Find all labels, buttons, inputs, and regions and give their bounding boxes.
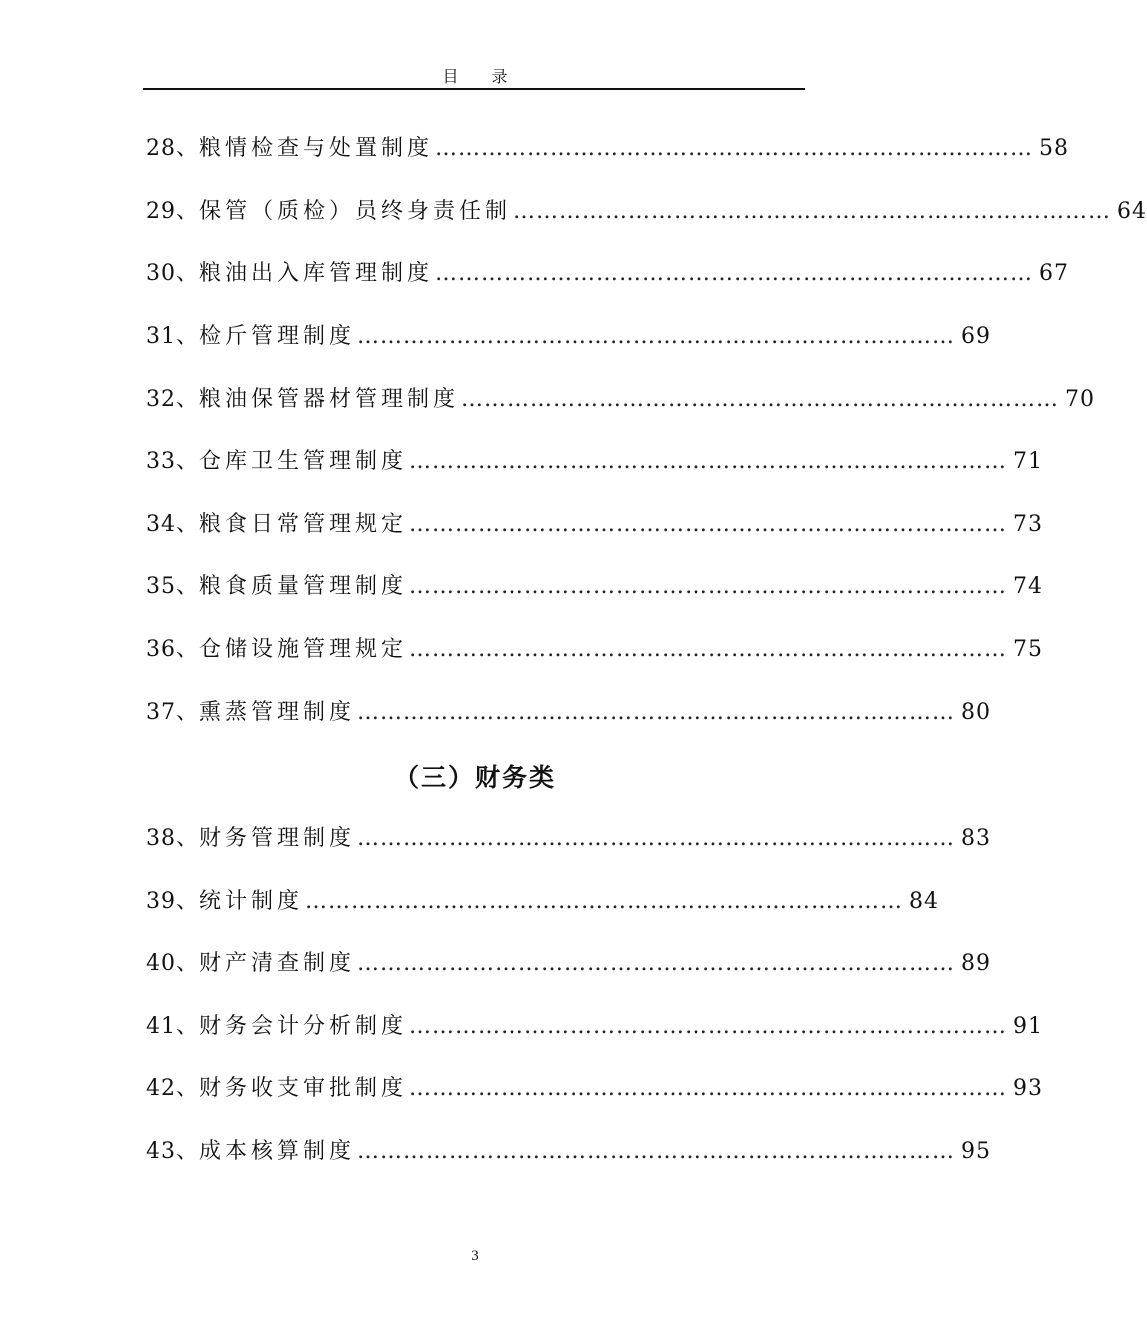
toc-entry-title: 成本核算制度 [199,1139,356,1164]
toc-entry[interactable] [146,886,940,918]
toc-entry[interactable] [146,446,1044,478]
toc-entry-number: 28、 [146,136,199,161]
toc-dot-leader: …………………………………………………………………… [409,449,1008,474]
toc-entry[interactable] [146,321,992,353]
page-number: 3 [471,1248,479,1264]
page-header-title: 目 录 [442,67,522,86]
toc-dot-leader: …………………………………………………………………… [357,826,956,851]
toc-entry[interactable] [146,948,992,980]
toc-entry-page: 80 [961,700,992,725]
toc-dot-leader: …………………………………………………………………… [357,951,956,976]
toc-entry-page: 71 [1013,449,1044,474]
toc-entry-title: 粮食日常管理规定 [199,512,408,537]
toc-entry-page: 91 [1013,1014,1044,1039]
toc-entry-title: 财务管理制度 [199,826,356,851]
toc-entry[interactable] [146,384,1096,416]
toc-entry-number: 30、 [146,261,199,286]
toc-entry-number: 36、 [146,637,199,662]
toc-entry-page: 93 [1013,1076,1044,1101]
toc-entry-title: 检斤管理制度 [199,324,356,349]
toc-entry-page: 84 [909,889,940,914]
toc-dot-leader: …………………………………………………………………… [461,387,1060,412]
toc-entry-number: 41、 [146,1014,199,1039]
toc-entry-page: 64 [1117,199,1147,224]
toc-entry-title: 财务收支审批制度 [199,1076,408,1101]
toc-entry-title: 粮食质量管理制度 [199,574,408,599]
toc-entry-number: 39、 [146,889,199,914]
toc-entry[interactable] [146,1136,992,1168]
toc-entry-number: 43、 [146,1139,199,1164]
toc-entry-page: 75 [1013,637,1044,662]
toc-entry[interactable] [146,697,992,729]
toc-entry[interactable] [146,634,1044,666]
toc-entry-title: 仓储设施管理规定 [199,637,408,662]
section-heading: （三）财务类 [393,763,556,792]
toc-entry[interactable] [146,258,1070,290]
toc-entry-number: 42、 [146,1076,199,1101]
toc-entry-page: 83 [961,826,992,851]
toc-entry-number: 40、 [146,951,199,976]
header-divider [143,88,805,90]
toc-entry-title: 粮油出入库管理制度 [199,261,434,286]
toc-entry-title: 财务会计分析制度 [199,1014,408,1039]
toc-entry[interactable] [146,196,1147,228]
toc-entry[interactable] [146,1011,1044,1043]
toc-entry-page: 58 [1039,136,1070,161]
toc-dot-leader: …………………………………………………………………… [435,261,1034,286]
toc-entry[interactable] [146,823,992,855]
toc-dot-leader: …………………………………………………………………… [409,1014,1008,1039]
toc-entry-page: 67 [1039,261,1070,286]
toc-entry-title: 统计制度 [199,889,304,914]
toc-entry-title: 粮油保管器材管理制度 [199,387,460,412]
toc-dot-leader: …………………………………………………………………… [409,512,1008,537]
toc-dot-leader: …………………………………………………………………… [357,324,956,349]
toc-entry-page: 74 [1013,574,1044,599]
toc-entry-number: 29、 [146,199,199,224]
toc-entry-title: 仓库卫生管理制度 [199,449,408,474]
toc-entry-number: 32、 [146,387,199,412]
toc-entry[interactable] [146,571,1044,603]
toc-entry-page: 89 [961,951,992,976]
toc-dot-leader: …………………………………………………………………… [357,1139,956,1164]
toc-dot-leader: …………………………………………………………………… [435,136,1034,161]
toc-entry-page: 69 [961,324,992,349]
toc-entry-number: 33、 [146,449,199,474]
toc-dot-leader: …………………………………………………………………… [409,637,1008,662]
toc-entry-title: 财产清查制度 [199,951,356,976]
toc-dot-leader: …………………………………………………………………… [409,574,1008,599]
toc-entry-page: 95 [961,1139,992,1164]
toc-entry[interactable] [146,1073,1044,1105]
toc-entry-page: 73 [1013,512,1044,537]
toc-dot-leader: …………………………………………………………………… [409,1076,1008,1101]
toc-entry-number: 35、 [146,574,199,599]
toc-entry-number: 31、 [146,324,199,349]
toc-entry-title: 粮情检查与处置制度 [199,136,434,161]
toc-dot-leader: …………………………………………………………………… [513,199,1112,224]
toc-entry-number: 37、 [146,700,199,725]
toc-entry-title: 熏蒸管理制度 [199,700,356,725]
toc-entry-number: 38、 [146,826,199,851]
toc-entry[interactable] [146,509,1044,541]
toc-entry-page: 70 [1065,387,1096,412]
toc-dot-leader: …………………………………………………………………… [305,889,904,914]
toc-entry[interactable] [146,133,1070,165]
toc-entry-number: 34、 [146,512,199,537]
toc-entry-title: 保管（质检）员终身责任制 [199,199,512,224]
toc-dot-leader: …………………………………………………………………… [357,700,956,725]
